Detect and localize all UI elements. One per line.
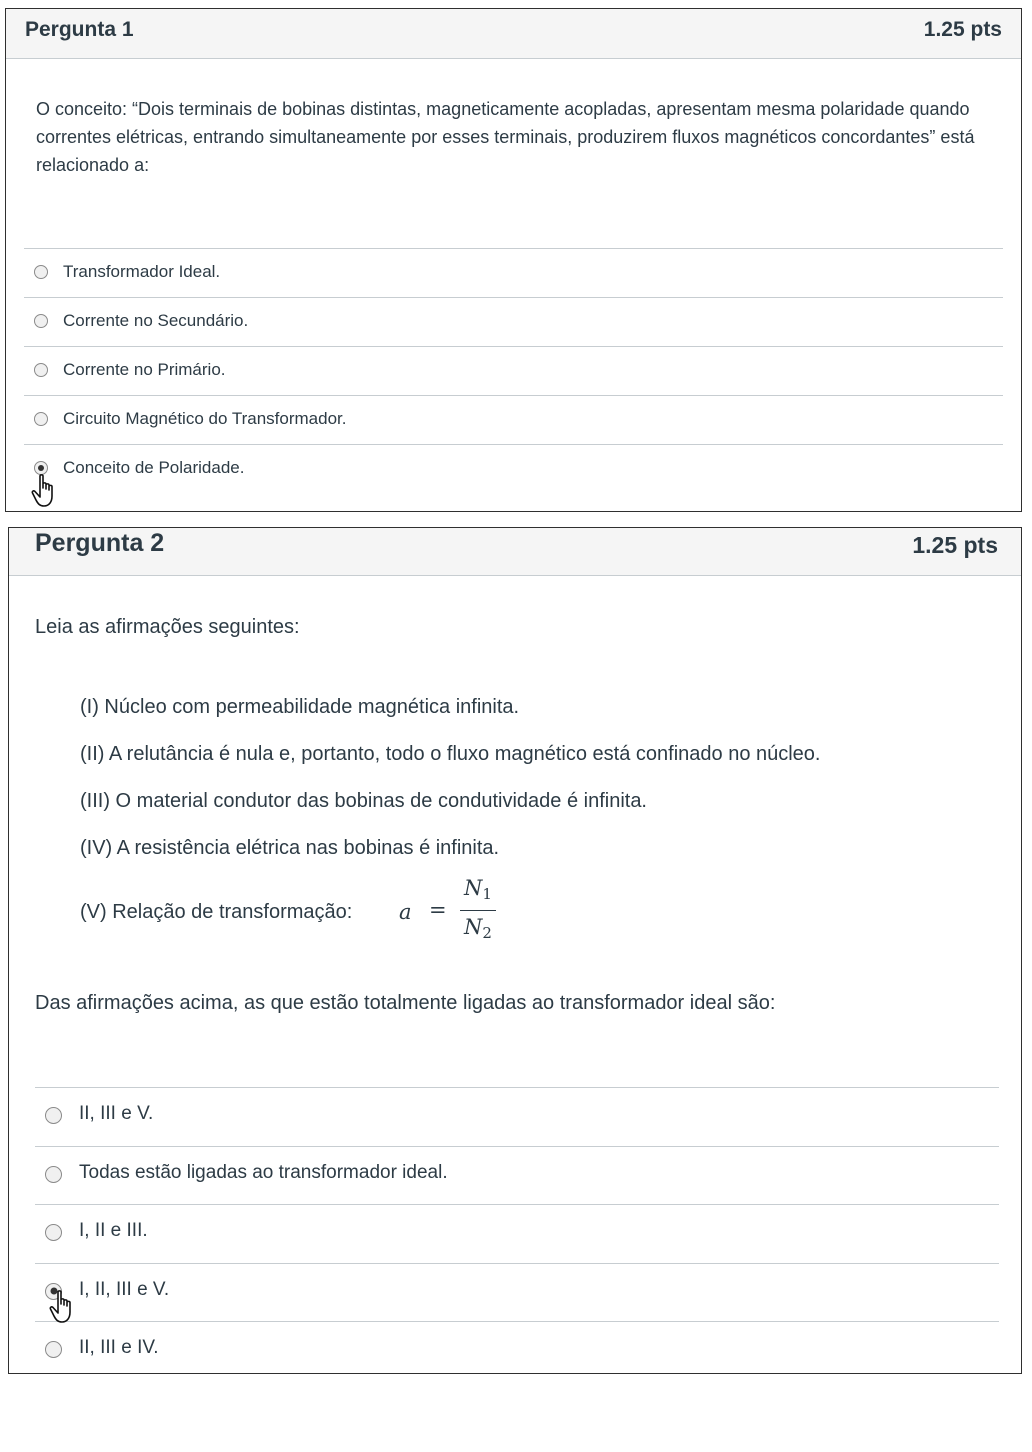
statement-iii: (III) O material condutor das bobinas de condutividade é infinita. [80, 790, 647, 812]
question-header [6, 9, 1021, 59]
radio-button-checked[interactable] [34, 461, 48, 475]
question-text: Das afirmações acima, as que estão totalmente ligadas ao transformador ideal são: [35, 992, 776, 1014]
question-header [9, 528, 1021, 576]
fraction-denominator: $N_2$ [464, 915, 492, 942]
answer-option[interactable] [35, 1321, 999, 1380]
answer-option-selected[interactable] [35, 1263, 999, 1322]
answer-option[interactable] [35, 1087, 999, 1146]
statement-i: (I) Núcleo com permeabilidade magnética infinita. [80, 696, 520, 718]
question-title: Pergunta 2 [35, 529, 165, 557]
statement-iv: (IV) A resistência elétrica nas bobinas é infinita. [80, 837, 500, 859]
answer-option-selected[interactable] [24, 444, 1003, 493]
answer-label: Todas estão ligadas ao transformador ideal. [79, 1161, 448, 1183]
answer-list [24, 248, 1003, 493]
fraction-numerator: $N_1$ [464, 876, 492, 903]
fraction-bar [460, 910, 496, 911]
answer-label: Corrente no Primário. [63, 360, 226, 379]
answer-label: II, III e IV. [79, 1337, 159, 1358]
radio-button[interactable] [45, 1107, 62, 1124]
answer-label: I, II, III e V. [79, 1278, 170, 1300]
answer-option[interactable] [24, 346, 1003, 395]
answer-option[interactable] [24, 395, 1003, 444]
formula-fraction [460, 874, 496, 947]
radio-button-checked[interactable] [45, 1283, 62, 1300]
answer-label: Conceito de Polaridade. [63, 458, 245, 477]
question-points: 1.25 pts [923, 18, 1002, 41]
formula-lhs: a [399, 900, 412, 924]
radio-button[interactable] [34, 314, 48, 328]
answer-label: Transformador Ideal. [63, 262, 221, 281]
question-card-2 [8, 527, 1022, 1374]
question-title: Pergunta 1 [25, 18, 134, 41]
formula-equals: = [429, 898, 447, 922]
answer-list [35, 1087, 999, 1380]
question-text: O conceito: “Dois terminais de bobinas distintas, magneticamente acopladas, apresentam mesma polaridade quando correntes elétricas, entrando simultaneamente por esses terminais, produzirem fluxos magnéticos concordantes” está relacionado a: [36, 99, 975, 175]
answer-label: Circuito Magnético do Transformador. [63, 409, 347, 428]
answer-label: I, II e III. [79, 1220, 148, 1241]
answer-label: II, III e V. [79, 1103, 154, 1124]
radio-button[interactable] [45, 1341, 62, 1358]
question-card-1 [5, 8, 1022, 512]
question-intro: Leia as afirmações seguintes: [35, 616, 300, 638]
answer-option[interactable] [24, 248, 1003, 297]
answer-option[interactable] [35, 1146, 999, 1205]
answer-option[interactable] [35, 1204, 999, 1263]
radio-button[interactable] [34, 412, 48, 426]
statement-ii: (II) A relutância é nula e, portanto, todo o fluxo magnético está confinado no núcleo. [80, 743, 821, 765]
answer-label: Corrente no Secundário. [63, 311, 249, 330]
radio-button[interactable] [45, 1166, 62, 1183]
statement-v: (V) Relação de transformação: [80, 901, 353, 923]
radio-button[interactable] [34, 363, 48, 377]
radio-button[interactable] [45, 1224, 62, 1241]
radio-button[interactable] [34, 265, 48, 279]
answer-option[interactable] [24, 297, 1003, 346]
question-points: 1.25 pts [912, 532, 998, 558]
